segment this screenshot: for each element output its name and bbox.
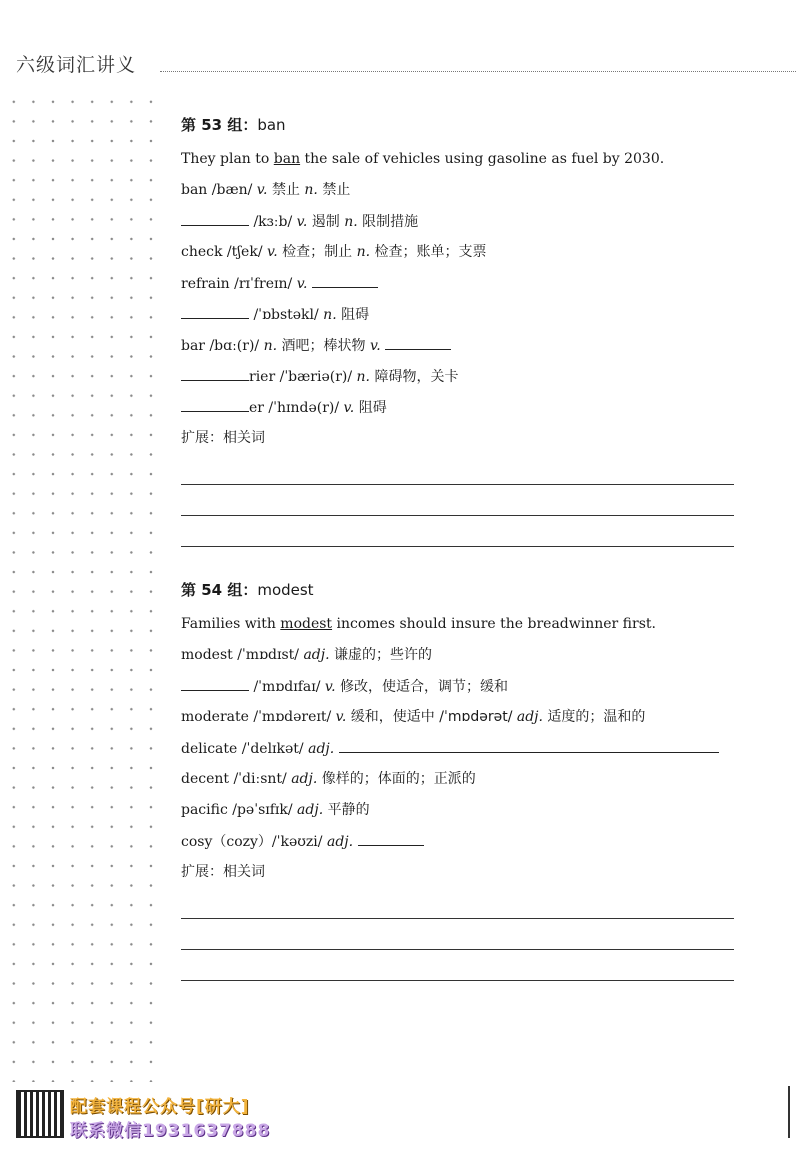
entry-word: er /ˈhɪndə(r)/ <box>249 400 344 416</box>
extension-label: 扩展：相关词 <box>181 864 265 880</box>
sentence-keyword: modest <box>280 616 333 632</box>
entry-word: bar /bɑː(r)/ <box>181 338 264 354</box>
margin-mark <box>788 1086 790 1138</box>
entry-delicate <box>181 738 741 769</box>
pos: n. <box>304 182 318 198</box>
entry-word: decent /ˈdiːsnt/ <box>181 771 292 787</box>
meaning: 修改，使适合，调节；缓和 <box>335 679 509 695</box>
entry-bar <box>181 335 741 366</box>
sentence-before: They plan to <box>181 151 274 167</box>
writing-line[interactable] <box>181 516 734 547</box>
example-sentence <box>181 614 741 645</box>
pos: adj. <box>516 709 543 725</box>
extension-label: 扩展：相关词 <box>181 430 265 446</box>
entry-word: check /tʃek/ <box>181 244 267 260</box>
entry-hinder <box>181 397 741 428</box>
header-rule <box>160 71 796 72</box>
group-label: 第 53 组： <box>181 116 258 134</box>
dot-grid-margin <box>4 92 164 1082</box>
entry-word: /kɜːb/ <box>249 214 297 230</box>
entry-word: pacific /pəˈsɪfɪk/ <box>181 802 298 818</box>
meaning: 平静的 <box>323 802 370 818</box>
fill-blank[interactable] <box>181 304 249 319</box>
fill-blank[interactable] <box>339 738 719 753</box>
meaning: 像样的；体面的；正派的 <box>317 771 476 787</box>
writing-line[interactable] <box>181 888 734 919</box>
sentence-after: incomes should insure the breadwinner first. <box>332 616 656 632</box>
pos: adj. <box>326 834 354 850</box>
pos: v. <box>296 276 308 292</box>
entry-word: delicate /ˈdelɪkət/ <box>181 741 309 757</box>
writing-line[interactable] <box>181 485 734 516</box>
sentence-before: Families with <box>181 616 281 632</box>
entry-modest <box>181 645 741 676</box>
qr-code-icon <box>18 1092 62 1136</box>
entry-moderate <box>181 707 741 738</box>
group-word: modest <box>257 581 314 599</box>
pos: v. <box>267 244 278 260</box>
writing-line[interactable] <box>181 454 734 485</box>
page-header <box>0 0 800 90</box>
entry-curb <box>181 211 741 242</box>
entry-decent <box>181 769 741 800</box>
sentence-after: the sale of vehicles using gasoline as fuel by 2030. <box>300 151 665 167</box>
entry-pacific <box>181 800 741 831</box>
meaning: 检查；制止 <box>277 244 357 260</box>
pos: adj. <box>297 802 324 818</box>
fill-blank[interactable] <box>312 273 378 288</box>
group-label: 第 54 组： <box>181 581 258 599</box>
meaning: 禁止 <box>267 182 305 198</box>
meaning: 谦虚的；些许的 <box>329 647 432 663</box>
promo-line-2: 联系微信1931637888 <box>70 1121 271 1141</box>
header-title: 六级词汇讲义 <box>16 54 137 76</box>
meaning: 障碍物，关卡 <box>370 369 459 385</box>
entry-barrier <box>181 366 741 397</box>
section-title <box>181 578 741 602</box>
fill-blank[interactable] <box>181 397 249 412</box>
meaning: 限制措施 <box>357 214 419 230</box>
group-word: ban <box>257 116 286 134</box>
pos: adj. <box>308 741 335 757</box>
entry-word: refrain /rɪˈfreɪn/ <box>181 276 297 292</box>
fill-blank[interactable] <box>385 335 451 350</box>
writing-line[interactable] <box>181 950 734 981</box>
entry-word: /ˈɒbstəkl/ <box>249 307 324 323</box>
pos: n. <box>356 369 370 385</box>
meaning: 禁止 <box>317 182 351 198</box>
meaning: 缓和，使适中 /ˈmɒdərət/ <box>346 709 517 725</box>
pos: adj. <box>303 647 330 663</box>
entry-modify <box>181 676 741 707</box>
fill-blank[interactable] <box>181 366 249 381</box>
example-sentence <box>181 149 741 180</box>
sentence-keyword: ban <box>273 151 301 167</box>
meaning: 适度的；温和的 <box>542 709 646 725</box>
meaning: 酒吧；棒状物 <box>277 338 370 354</box>
entry-word: ban /bæn/ <box>181 182 257 198</box>
entry-word: cosy（cozy）/ˈkəʊzi/ <box>181 834 327 850</box>
entry-word: rier /ˈbæriə(r)/ <box>249 369 357 385</box>
meaning: 阻碍 <box>354 400 387 416</box>
entry-cosy <box>181 831 741 862</box>
fill-blank[interactable] <box>358 831 424 846</box>
meaning: 遏制 <box>307 214 345 230</box>
pos: v. <box>343 400 355 416</box>
pos: n. <box>344 214 358 230</box>
fill-blank[interactable] <box>181 211 249 226</box>
promo-line-1: 配套课程公众号[研大] <box>70 1097 250 1117</box>
writing-line[interactable] <box>181 919 734 950</box>
entry-obstacle <box>181 304 741 335</box>
pos: v. <box>296 214 308 230</box>
entry-word: /ˈmɒdɪfaɪ/ <box>249 679 325 695</box>
pos: adj. <box>291 771 318 787</box>
pos: v. <box>335 709 347 725</box>
pos: v. <box>369 338 381 354</box>
entry-refrain <box>181 273 741 304</box>
section-54 <box>181 578 741 981</box>
entry-word: moderate /ˈmɒdəreɪt/ <box>181 709 336 725</box>
pos: n. <box>263 338 278 354</box>
entry-check <box>181 242 741 273</box>
entry-word: modest /ˈmɒdɪst/ <box>181 647 304 663</box>
pos: n. <box>356 244 371 260</box>
fill-blank[interactable] <box>181 676 249 691</box>
meaning: 检查；账单；支票 <box>370 244 487 260</box>
footer-watermark <box>18 1082 338 1142</box>
pos: n. <box>323 307 337 323</box>
pos: v. <box>324 679 336 695</box>
entry-ban <box>181 180 741 211</box>
section-53 <box>181 113 741 547</box>
pos: v. <box>256 182 268 198</box>
meaning: 阻碍 <box>336 307 370 323</box>
section-title <box>181 113 741 137</box>
